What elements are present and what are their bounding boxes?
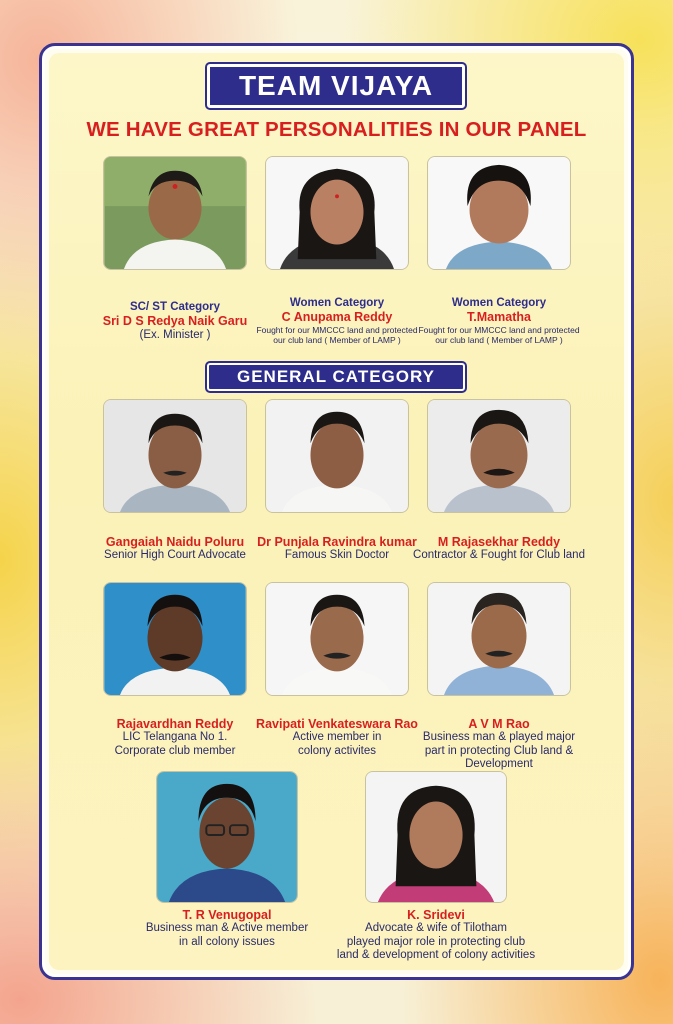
member-caption-sridevi	[326, 908, 546, 962]
page-subtitle: WE HAVE GREAT PERSONALITIES IN OUR PANEL	[86, 118, 587, 141]
member-desc: played major role in protecting club	[346, 935, 526, 948]
member-desc: (Ex. Minister )	[139, 328, 211, 341]
member-photo-punjala-ravindra	[265, 399, 409, 513]
member-name: M Rajasekhar Reddy	[437, 535, 561, 549]
member-desc: Corporate club member	[114, 744, 236, 757]
member-desc: colony activites	[298, 744, 376, 757]
member-desc: Fought for our MMCCC land and protected	[418, 324, 580, 335]
member-desc: Contractor & Fought for Club land	[413, 549, 585, 562]
member-caption-venugopal	[132, 908, 322, 949]
member-photo-venugopal	[156, 771, 298, 903]
member-desc: Advocate & wife of Tilotham	[365, 922, 507, 935]
member-desc: LIC Telangana No 1.	[122, 731, 228, 744]
member-caption-mamatha	[404, 297, 594, 345]
member-photo-anupama-reddy	[265, 156, 409, 270]
member-photo-rajavardhan-reddy	[103, 582, 247, 696]
member-name: Dr Punjala Ravindra kumar	[257, 535, 417, 549]
member-name: Gangaiah Naidu Poluru	[105, 535, 245, 549]
member-caption-avm-rao	[404, 717, 594, 771]
page-title: TEAM VIJAYA	[207, 64, 465, 108]
member-photo-ravipati-venkateswara	[265, 582, 409, 696]
member-category: SC/ ST Category	[129, 301, 221, 313]
member-name: A V M Rao	[468, 717, 530, 731]
member-category: Women Category	[289, 297, 385, 309]
member-desc: Business man & Active member	[145, 922, 309, 935]
member-name: T. R Venugopal	[182, 908, 272, 922]
member-desc: our club land ( Member of LAMP )	[273, 334, 401, 345]
member-desc: part in protecting Club land &	[424, 744, 574, 757]
member-photo-sridevi	[365, 771, 507, 903]
member-photo-mamatha	[427, 156, 571, 270]
member-photo-avm-rao	[427, 582, 571, 696]
member-caption-rajasekhar-reddy	[399, 535, 599, 563]
member-desc: land & development of colony activities	[336, 948, 536, 961]
member-name: C Anupama Reddy	[281, 310, 393, 325]
member-desc: our club land ( Member of LAMP )	[435, 334, 563, 345]
member-desc: Senior High Court Advocate	[104, 549, 246, 562]
member-photo-rajasekhar-reddy	[427, 399, 571, 513]
member-name: T.Mamatha	[467, 310, 531, 325]
member-desc: Development	[465, 757, 533, 770]
member-desc: Business man & played major	[422, 731, 576, 744]
member-photo-redya-naik	[103, 156, 247, 270]
member-desc: Active member in	[292, 731, 382, 744]
member-desc: Famous Skin Doctor	[284, 549, 390, 562]
member-category: Women Category	[451, 297, 547, 309]
member-name: K. Sridevi	[407, 908, 465, 922]
member-desc: in all colony issues	[179, 935, 275, 948]
member-photo-gangaiah-naidu	[103, 399, 247, 513]
member-name: Ravipati Venkateswara Rao	[256, 717, 418, 731]
general-category-heading: GENERAL CATEGORY	[207, 363, 465, 391]
member-name: Rajavardhan Reddy	[116, 717, 234, 731]
member-name: Sri D S Redya Naik Garu	[102, 314, 248, 329]
member-desc: Fought for our MMCCC land and protected	[256, 324, 418, 335]
